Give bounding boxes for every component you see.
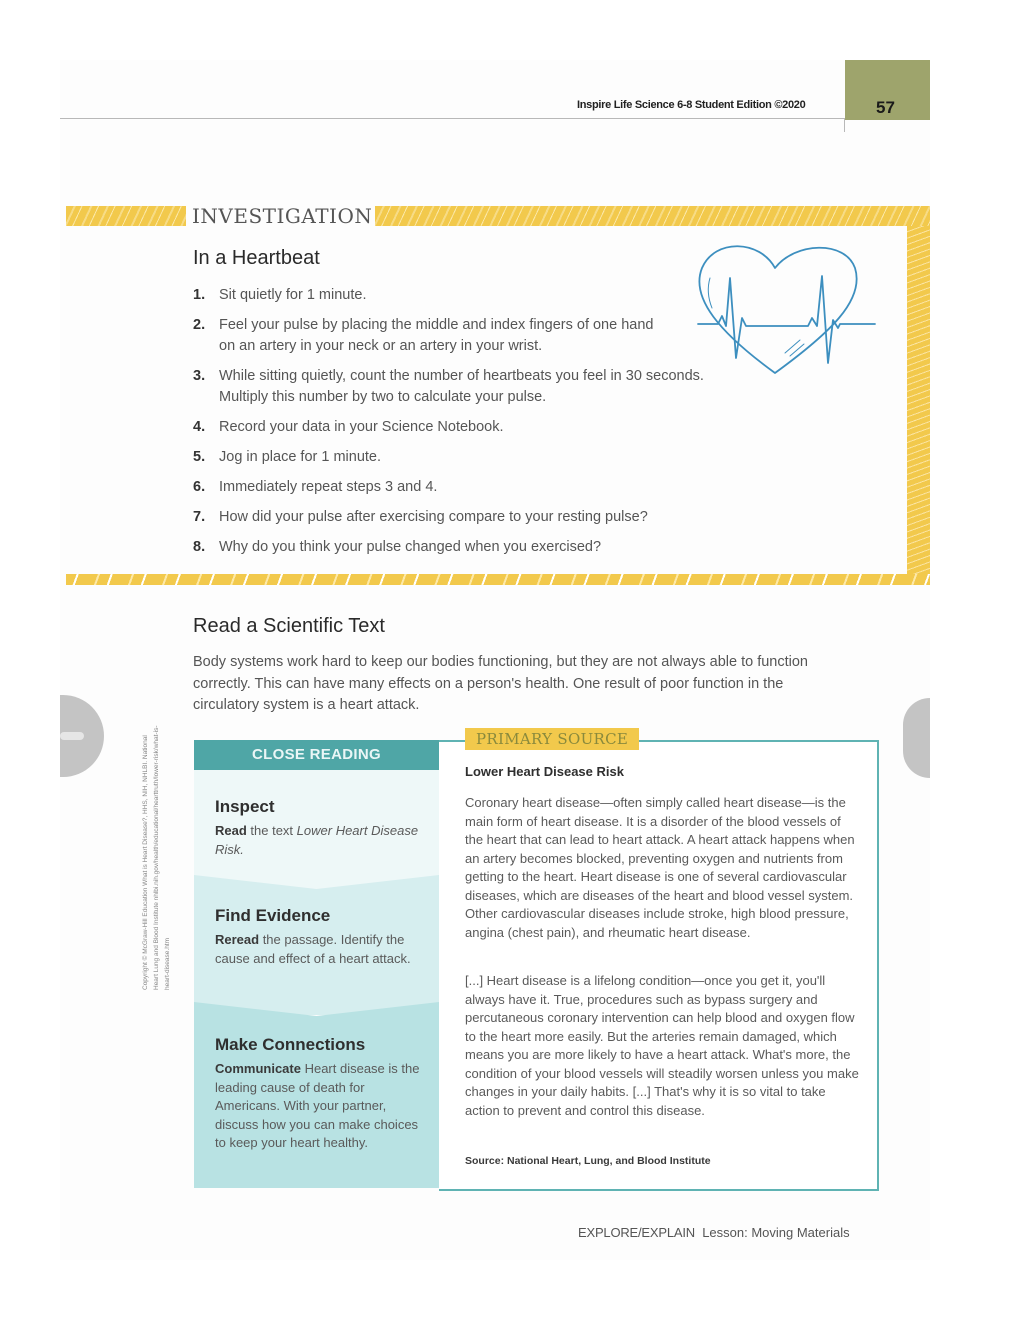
book-title: Inspire Life Science 6-8 Student Edition ©2020: [577, 99, 806, 111]
next-page-button[interactable]: [903, 698, 930, 778]
investigation-border-right: [907, 226, 930, 576]
close-reading-header: CLOSE READING: [194, 740, 439, 770]
step-item: 4. Record your data in your Science Notebook.: [193, 419, 504, 435]
investigation-stripe-left: [66, 206, 186, 226]
step-item: 2. Feel your pulse by placing the middle and index fingers of one hand on an artery in your neck or an artery in your wrist.: [193, 317, 654, 354]
step-item: 7. How did your pulse after exercising compare to your resting pulse?: [193, 509, 648, 525]
make-connections-title: Make Connections: [215, 1035, 366, 1054]
primary-source-label: PRIMARY SOURCE: [465, 728, 639, 750]
close-reading-panel: [194, 740, 439, 1188]
make-connections-text: Communicate Heart disease is the leading cause of death for Americans. With your partner, discuss how you can make choices to keep your heart healthy.: [215, 1061, 420, 1150]
investigation-label: INVESTIGATION: [192, 204, 373, 228]
copyright-note: Copyright © McGraw-Hill Education What is Heart Disease?, HHS, NIH, NHLBI. National Heart Lung and Blood Institute nhlbi.nih.gov/health/educational/hearttruth/lower-risk/what-is-heart-disease.htm: [142, 725, 171, 990]
section-intro: Body systems work hard to keep our bodies functioning, but they are not always able to function correctly. This can have many effects on a person's health. One result of poor function in the circulatory system is a heart attack.: [193, 654, 808, 713]
header-divider-tick: [844, 118, 845, 132]
step-item: 5. Jog in place for 1 minute.: [193, 449, 382, 465]
previous-arrow-icon: [60, 732, 84, 740]
primary-source-paragraph: [...] Heart disease is a lifelong condition—once you get it, you'll always have it. True, procedures such as bypass surgery and percutaneous coronary intervention can help blood and oxygen flow to the heart more easily. But the arteries remain damaged, which means you are more likely to have a heart attack. What's more, the condition of your blood vessels will steadily worsen unless you make changes in your daily habits. [...] That's why it is so vital to take action to prevent and control this disease.: [465, 973, 859, 1118]
page-footer: EXPLORE/EXPLAIN Lesson: Moving Materials: [578, 1225, 850, 1240]
primary-source-paragraph: Coronary heart disease—often simply called heart disease—is the main form of heart disease. It is a disorder of the blood vessels of the heart that can lead to heart attack. A heart attack happens when an artery becomes blocked, preventing oxygen and nutrients from getting to the heart. Heart disease is one of several cardiovascular diseases, which are diseases of the heart and blood vessel system. Other cardiovascular diseases include stroke, high blood pressure, angina (chest pain), and rheumatic heart disease.: [465, 795, 855, 940]
primary-source-citation: Source: National Heart, Lung, and Blood Institute: [465, 1155, 711, 1167]
investigation-title: In a Heartbeat: [193, 247, 320, 269]
section-title: Read a Scientific Text: [193, 615, 385, 637]
step-item: 6. Immediately repeat steps 3 and 4.: [193, 479, 438, 495]
step-item: 1. Sit quietly for 1 minute.: [193, 287, 367, 303]
inspect-text: Read the text Lower Heart Disease Risk.: [215, 823, 419, 857]
step-item: 3. While sitting quietly, count the number of heartbeats you feel in 30 seconds. Multiply this number by two to calculate your pulse.: [193, 368, 704, 405]
find-evidence-title: Find Evidence: [215, 906, 331, 925]
page-number: 57: [876, 98, 895, 117]
investigation-stripe-right: [375, 206, 930, 226]
investigation-steps-list: [193, 285, 753, 567]
find-evidence-text: Reread the passage. Identify the cause and effect of a heart attack.: [215, 932, 411, 966]
investigation-border-bottom: [66, 574, 930, 585]
step-item: 8. Why do you think your pulse changed when you exercised?: [193, 539, 602, 555]
inspect-title: Inspect: [215, 797, 275, 816]
header-divider: [60, 118, 844, 119]
primary-source-title: Lower Heart Disease Risk: [465, 764, 624, 779]
